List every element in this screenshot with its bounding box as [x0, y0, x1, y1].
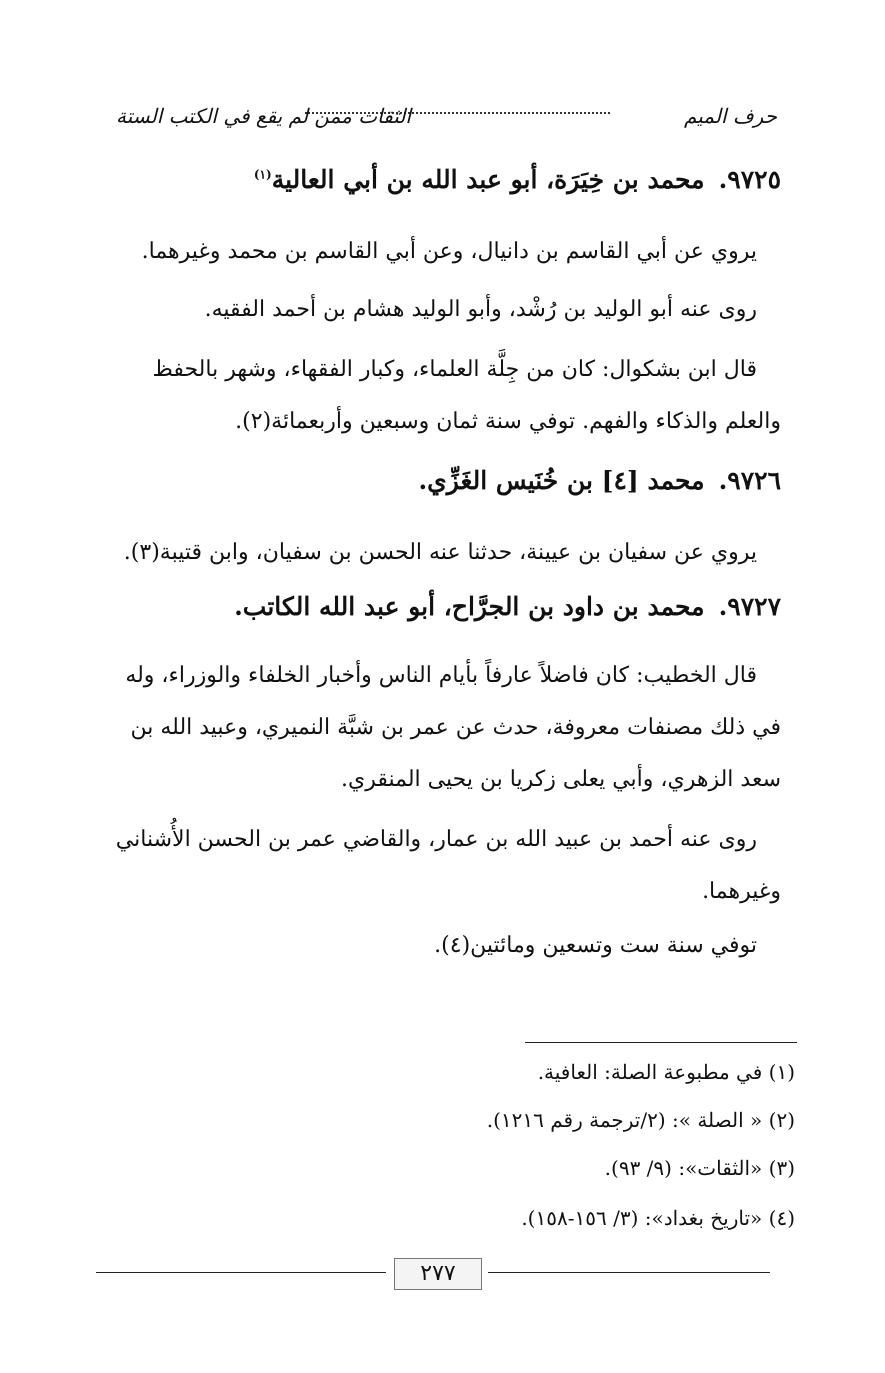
running-header-chapter: حرف الميم — [683, 104, 777, 128]
entry-paragraph: توفي سنة ست وتسعين ومائتين(٤). — [434, 933, 757, 958]
page-number: ٢٧٧ — [394, 1258, 482, 1290]
entry-title: محمد بن داود بن الجرَّاح، أبو عبد الله الكاتب — [242, 592, 705, 621]
entry-paragraph: يروي عن أبي القاسم بن دانيال، وعن أبي القاسم بن محمد وغيرهما. — [141, 239, 757, 264]
footnote-separator — [525, 1042, 797, 1043]
entry-paragraph: يروي عن سفيان بن عيينة، حدثنا عنه الحسن بن سفيان، وابن قتيبة(٣). — [123, 540, 757, 565]
entry-paragraph: قال الخطيب: كان فاضلاً عارفاً بأيام الناس وأخبار الخلفاء والوزراء، وله في ذلك مصنفات معروفة، حدث عن عمر بن شبَّة النميري، وعبيد الله بن سعد الزهري، وأبي يعلى زكريا بن يحيى المنقري. — [125, 663, 781, 792]
entry-heading: ٩٧٢٧.محمد بن داود بن الجرَّاح، أبو عبد الله الكاتب. — [234, 592, 781, 621]
footnote: (١) في مطبوعة الصلة: العافية. — [537, 1060, 795, 1084]
footnote-marker: (١) — [253, 167, 272, 182]
running-header-book: الثقات ممن لم يقع في الكتب الستة — [116, 104, 411, 128]
entry-paragraph: روى عنه أحمد بن عبيد الله بن عمار، والقاضي عمر بن الحسن الأُشناني وغيرهما. — [115, 827, 781, 904]
entry-paragraph: روى عنه أبو الوليد بن رُشْد، وأبو الوليد هشام بن أحمد الفقيه. — [204, 297, 757, 322]
footer-rule-right — [488, 1272, 770, 1273]
footnote: (٢) « الصلة »: (٢/ترجمة رقم ١٢١٦). — [486, 1108, 795, 1132]
entry-title: محمد بن خِيَرَة، أبو عبد الله بن أبي العالية — [271, 165, 705, 194]
entry-heading: ٩٧٢٦.محمد [٤] بن خُنَيس الغَزِّي. — [418, 466, 781, 495]
entry-number: ٩٧٢٦. — [718, 466, 781, 495]
entry-paragraph: قال ابن بشكوال: كان من جِلَّة العلماء، وكبار الفقهاء، وشهر بالحفظ والعلم والذكاء والفهم. توفي سنة ثمان وسبعين وأربعمائة(٢). — [152, 357, 781, 434]
footnote: (٣) «الثقات»: (٩/ ٩٣). — [604, 1156, 795, 1180]
entry-number: ٩٧٢٥. — [718, 165, 781, 194]
entry-number: ٩٧٢٧. — [718, 592, 781, 621]
entry-title: محمد [٤] بن خُنَيس الغَزِّي — [427, 466, 705, 495]
footer-rule-left — [96, 1272, 386, 1273]
footnote: (٤) «تاريخ بغداد»: (٣/ ١٥٦-١٥٨). — [521, 1206, 795, 1230]
entry-heading — [254, 165, 781, 194]
